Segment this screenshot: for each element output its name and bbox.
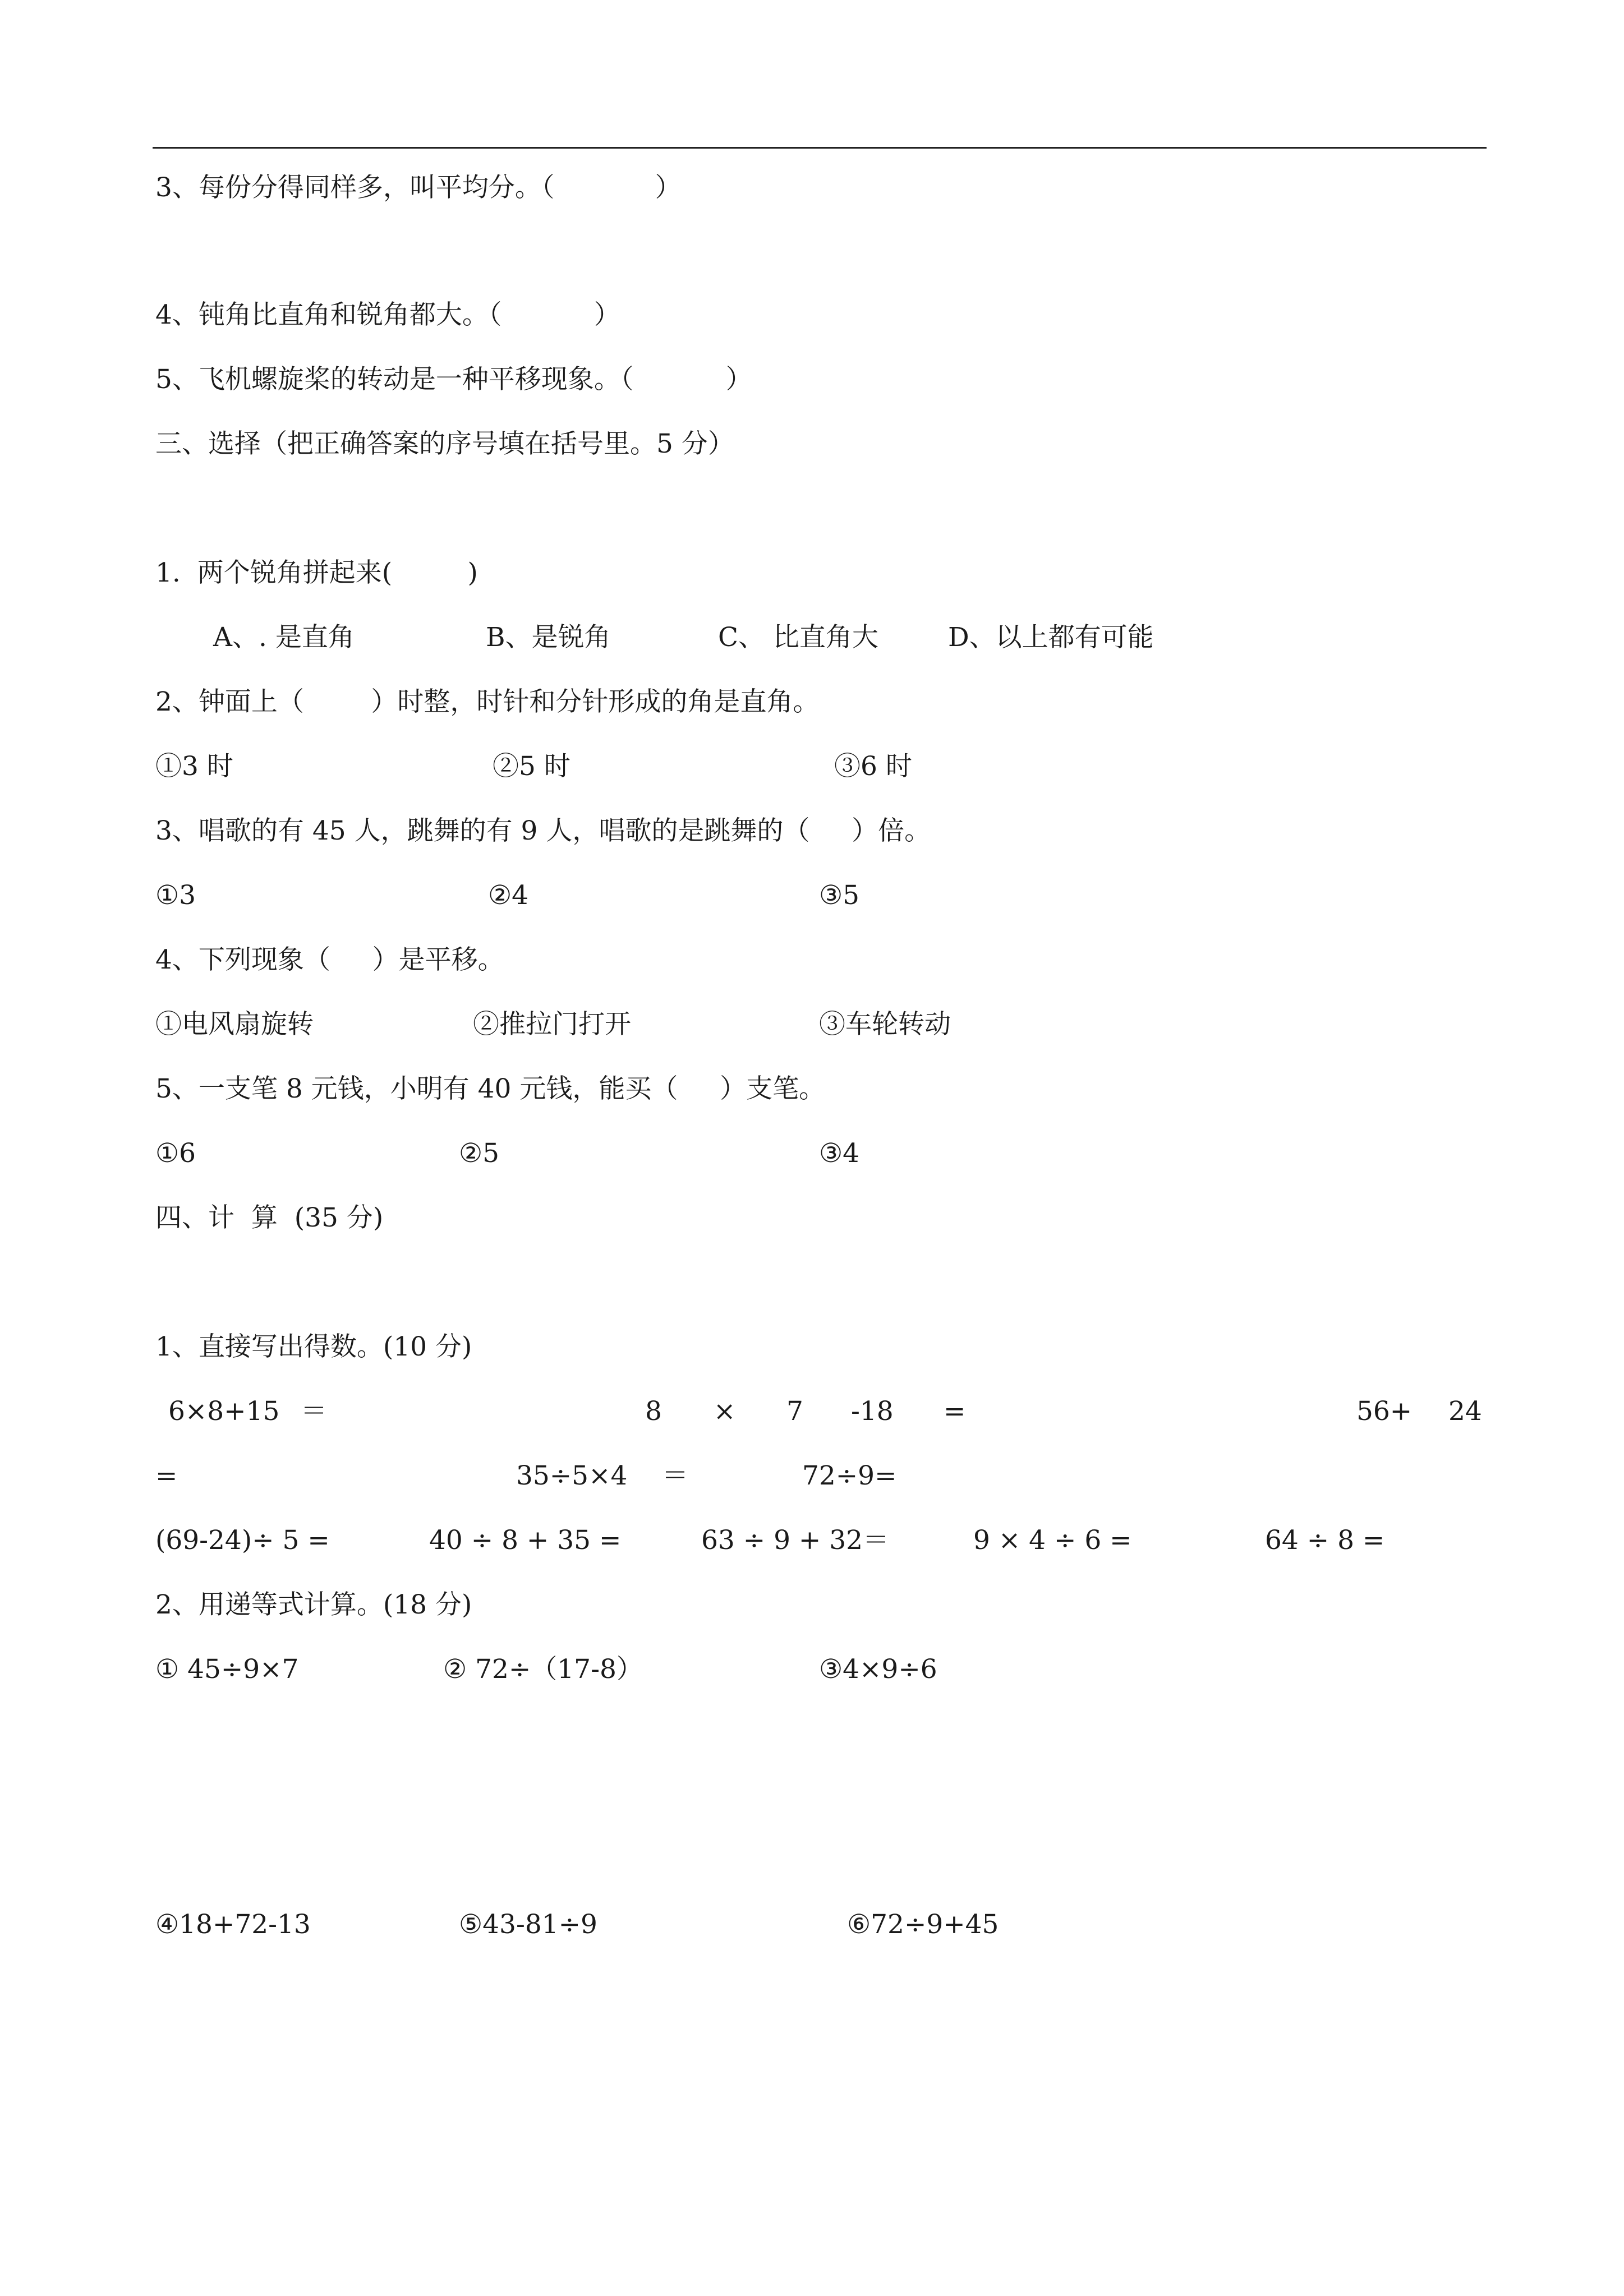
choice-q4-option-3: ③车轮转动 [819,1009,951,1040]
choice-q3-option-2: ②4 [488,880,529,911]
choice-question-2: 2、钟面上（ ）时整，时针和分针形成的角是直角。 [155,686,820,717]
direct-calc-expr: 40 ÷ 8 + 35 = [429,1525,622,1556]
judge-question-5: 5、飞机螺旋桨的转动是一种平移现象。（ ） [155,364,752,395]
direct-calc-expr: 24 [1448,1396,1482,1427]
choice-q1-option-d: D、以上都有可能 [948,622,1154,653]
direct-calc-expr: 9 × 4 ÷ 6 = [973,1525,1132,1556]
stepwise-item-5: ⑤43-81÷9 [459,1909,597,1940]
direct-calc-expr: -18 [851,1396,894,1427]
choice-q4-option-2: ②推拉门打开 [473,1009,631,1040]
direct-calc-title: 1、直接写出得数。(10 分) [155,1331,472,1362]
direct-calc-equals: = [155,1460,178,1491]
choice-question-1: 1. 两个锐角拼起来( ) [155,557,478,588]
direct-calc-expr: 6×8+15 [168,1396,280,1427]
choice-question-3: 3、唱歌的有 45 人，跳舞的有 9 人，唱歌的是跳舞的（ ）倍。 [155,815,931,846]
stepwise-item-1: ① 45÷9×7 [155,1654,299,1685]
choice-q1-option-c: C、 比直角大 [718,622,878,653]
choice-q1-option-a: A、. 是直角 [213,622,355,653]
direct-calc-expr: 56+ [1356,1396,1413,1427]
stepwise-item-2: ② 72÷（17-8） [443,1654,643,1685]
direct-calc-equals: ＝ [662,1460,688,1491]
choice-q1-option-b: B、是锐角 [486,622,611,653]
direct-calc-equals: ＝ [301,1396,327,1427]
section-heading-choice: 三、选择（把正确答案的序号填在括号里。5 分） [155,428,734,459]
direct-calc-equals: = [944,1396,966,1427]
header-rule [153,147,1487,149]
choice-q2-option-1: ①3 时 [155,751,233,782]
direct-calc-expr: 64 ÷ 8 = [1265,1525,1385,1556]
direct-calc-expr: 8 [645,1396,662,1427]
direct-calc-expr: 7 [786,1396,803,1427]
choice-q5-option-3: ③4 [819,1138,860,1169]
stepwise-item-6: ⑥72÷9+45 [847,1909,999,1940]
direct-calc-expr: (69-24)÷ 5 = [155,1525,330,1556]
direct-calc-expr: 72÷9= [802,1460,897,1491]
choice-q2-option-3: ③6 时 [834,751,912,782]
section-heading-calc: 四、计 算 (35 分) [155,1202,384,1233]
choice-question-5: 5、一支笔 8 元钱，小明有 40 元钱，能买（ ）支笔。 [155,1073,826,1104]
choice-q3-option-1: ①3 [155,880,196,911]
stepwise-calc-title: 2、用递等式计算。(18 分) [155,1589,472,1620]
direct-calc-expr: 63 ÷ 9 + 32＝ [701,1525,890,1556]
choice-q5-option-2: ②5 [459,1138,500,1169]
stepwise-item-4: ④18+72-13 [155,1909,311,1940]
judge-question-4: 4、钝角比直角和锐角都大。（ ） [155,299,620,330]
judge-question-3: 3、每份分得同样多，叫平均分。（ ） [155,172,682,203]
choice-q4-option-1: ①电风扇旋转 [155,1009,314,1040]
choice-question-4: 4、下列现象（ ）是平移。 [155,944,504,975]
choice-q3-option-3: ③5 [819,880,860,911]
choice-q5-option-1: ①6 [155,1138,196,1169]
choice-q2-option-2: ②5 时 [493,751,571,782]
direct-calc-expr: 35÷5×4 [516,1460,628,1491]
direct-calc-expr: × [714,1396,736,1427]
stepwise-item-3: ③4×9÷6 [819,1654,937,1685]
